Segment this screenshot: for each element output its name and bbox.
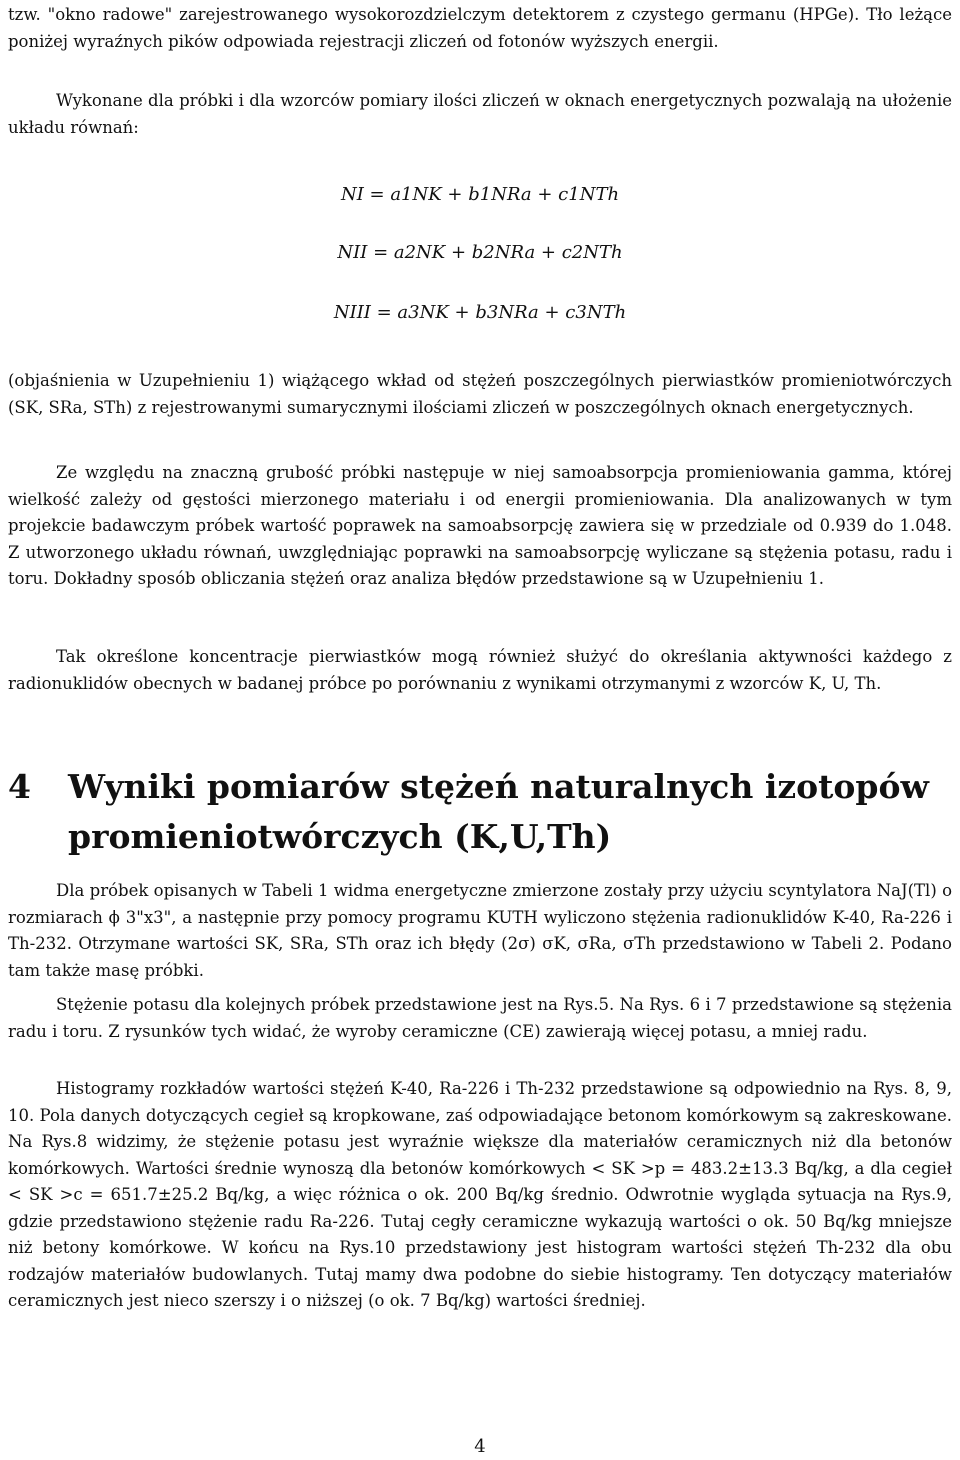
section-title-line1: Wyniki pomiarów stężeń naturalnych izotopów	[68, 767, 929, 806]
page-number: 4	[474, 1436, 486, 1457]
section-heading	[8, 762, 952, 862]
paragraph-measurements: Dla próbek opisanych w Tabeli 1 widma energetyczne zmierzone zostały przy użyciu scyntylatora NaJ(Tl) o rozmiarach ϕ 3"x3", a następnie przy pomocy programu KUTH wyliczono stężenia radionuklidów K-40, Ra-226 i Th-232. Otrzymane wartości SK, SRa, STh oraz ich błędy (2σ) σK, σRa, σTh przedstawiono w Tabeli 2. Podano tam także masę próbki.	[8, 881, 952, 980]
paragraph-potassium: Stężenie potasu dla kolejnych próbek przedstawione jest na Rys.5. Na Rys. 6 i 7 przedstawione są stężenia radu i toru. Z rysunków tych widać, że wyroby ceramiczne (CE) zawierają więcej potasu, a mniej radu.	[8, 995, 952, 1041]
equation-1: NI = a1NK + b1NRa + c1NTh	[340, 184, 620, 205]
equation-3: NIII = a3NK + b3NRa + c3NTh	[333, 302, 627, 323]
paragraph-histograms: Histogramy rozkładów wartości stężeń K-40, Ra-226 i Th-232 przedstawione są odpowiednio na Rys. 8, 9, 10. Pola danych dotyczących cegieł są kropkowane, zaś odpowiadające betonom komórkowym są zakreskowane. Na Rys.8 widzimy, że stężenie potasu jest wyraźnie większe dla materiałów ceramicznych niż dla betonów komórkowych. Wartości średnie wynoszą dla betonów komórkowych < SK >p = 483.2±13.3 Bq/kg, a dla cegieł < SK >c = 651.7±25.2 Bq/kg, a więc różnica o ok. 200 Bq/kg średnio. Odwrotnie wygląda sytuacja na Rys.9, gdzie przedstawiono stężenie radu Ra-226. Tutaj cegły ceramiczne wykazują wartości o ok. 50 Bq/kg mniejsze niż betony komórkowe. W końcu na Rys.10 przedstawiony jest histogram wartości stężeń Th-232 dla obu rodzajów materiałów budowlanych. Tutaj mamy dwa podobne do siebie histogramy. Ten dotyczący materiałów ceramicznych jest nieco szerszy i o niższej (o ok. 7 Bq/kg) wartości średniej.	[8, 1079, 952, 1310]
section-number: 4	[8, 767, 31, 806]
paragraph-equation-intro: Wykonane dla próbki i dla wzorców pomiary ilości zliczeń w oknach energetycznych pozwalają na ułożenie układu równań:	[8, 91, 952, 137]
section-title-line2: promieniotwórczych (K,U,Th)	[68, 817, 612, 856]
paragraph-equation-explanation: (objaśnienia w Uzupełnieniu 1) wiążącego wkład od stężeń poszczególnych pierwiastków promieniotwórczych (SK, SRa, STh) z rejestrowanymi sumarycznymi ilościami zliczeń w poszczególnych oknach energetycznych.	[8, 371, 952, 417]
paragraph-self-absorption: Ze względu na znaczną grubość próbki następuje w niej samoabsorpcja promieniowania gamma, której wielkość zależy od gęstości mierzonego materiału i od energii promieniowania. Dla analizowanych w tym projekcie badawczym próbek wartość poprawek na samoabsorpcję zawiera się w przedziale od 0.939 do 1.048. Z utworzonego układu równań, uwzględniając poprawki na samoabsorpcję wyliczane są stężenia potasu, radu i toru. Dokładny sposób obliczania stężeń oraz analiza błędów przedstawione są w Uzupełnieniu 1.	[8, 463, 952, 588]
equation-2: NII = a2NK + b2NRa + c2NTh	[337, 242, 623, 263]
paragraph-hpge-window: tzw. "okno radowe" zarejestrowanego wysokorozdzielczym detektorem z czystego germanu (HPGe). Tło leżące poniżej wyraźnych pików odpowiada rejestracji zliczeń od fotonów wyższych energii.	[8, 5, 952, 51]
paragraph-concentrations: Tak określone koncentracje pierwiastków mogą również służyć do określania aktywności każdego z radionuklidów obecnych w badanej próbce po porównaniu z wynikami otrzymanymi z wzorców K, U, Th.	[8, 647, 952, 693]
